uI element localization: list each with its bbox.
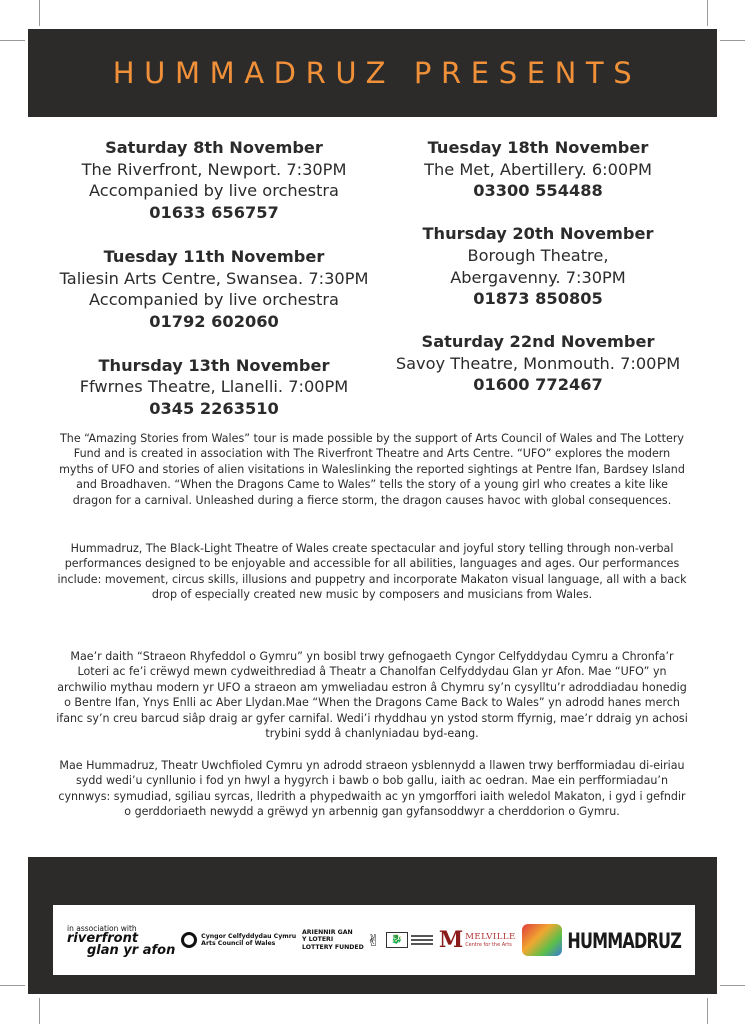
event-item [44,137,384,224]
event-item [368,223,708,310]
welsh-dragon-icon: 🐉 [386,932,408,948]
event-phone: 01792 602060 [149,311,279,331]
event-date: Tuesday 18th November [427,138,649,157]
event-phone: 01633 656757 [149,203,279,223]
crop-mark [39,998,40,1024]
event-item [44,355,384,420]
event-venue: Savoy Theatre, Monmouth. 7:00PM [395,353,681,373]
welsh-paragraph-2: Mae Hummadruz, Theatr Uwchfioled Cymru yn adrodd straeon ysblennydd a llawen trwy berfformiadau di-eiriau sydd wedi’u cynllunio i fod yn hwyl a hygyrch i bawb o bob gallu, iaith ac oedran. Mae ein perfformiadau’n cynnwys: symudiad, sgiliau syrcas, lledrith a phypedwaith ac yn ymgorffori iaith weledol Makaton, i gyd i gefndir o gerddoriaeth newydd a grëwyd yn arbennig gan gyfansoddwyr a cherddorion o Gymru. [58,759,686,819]
events-right-column [368,137,708,396]
colourful-badge-icon [522,924,562,956]
hummadruz-logo-text: HUMMADRUZ [567,927,681,953]
english-paragraph-1: The “Amazing Stories from Wales” tour is made possible by the support of Arts Council of Wales and The Lottery Fund and is created in association with The Riverfront Theatre and Arts Centre. “UFO” explores the modern myths of UFO and stories of alien visitations in Waleslinking the reported sightings at Pentre Ifan, Bardsey Island and Broadhaven. “When the Dragons Came to Wales” tells the story of a young girl who creates a kite like dragon for a carnival. Unleashed during a fierce storm, the dragon causes havoc with global consequences. [59,432,685,507]
arts-council-english: Arts Council of Wales [201,940,276,947]
riverfront-logo [67,924,175,957]
event-phone: 03300 554488 [473,181,603,201]
melville-m-icon: M [438,927,464,953]
events-left-column [44,137,384,420]
header-banner [28,29,717,117]
event-note: Accompanied by live orchestra [89,181,339,201]
event-date: Tuesday 11th November [103,246,325,266]
lottery-line-2: Y LOTERI [301,936,334,944]
arts-council-icon [181,932,197,948]
riverfront-text: riverfront [67,930,139,946]
event-venue: Taliesin Arts Centre, Swansea. 7:30PM [59,268,369,288]
arts-council-welsh: Cyngor Celfyddydau Cymru [201,932,297,940]
event-date: Saturday 8th November [105,138,323,157]
event-venue: Borough Theatre, [467,245,609,265]
event-item [44,246,384,333]
footer-banner [28,857,717,994]
event-venue: Ffwrnes Theatre, Llanelli. 7:00PM [79,377,349,397]
melville-name: MELVILLE [465,932,516,942]
event-phone: 01600 772467 [473,375,603,395]
event-date: Thursday 13th November [98,355,330,375]
event-phone: 01873 850805 [473,289,603,309]
event-note: Accompanied by live orchestra [89,290,339,310]
event-date: Saturday 22nd November [421,331,655,351]
event-date: Thursday 20th November [422,224,654,244]
crop-mark [707,998,708,1024]
event-venue: The Riverfront, Newport. 7:30PM [81,159,347,179]
melville-subtitle: Centre for the Arts [465,942,512,948]
event-item [368,331,708,396]
event-venue: Abergavenny. 7:30PM [450,267,626,287]
lottery-line-3: LOTTERY FUNDED [301,943,364,951]
crop-mark [0,985,25,986]
glan-yr-afon-text: glan yr afon [87,942,176,958]
crop-mark [39,0,40,26]
crop-mark [720,985,745,986]
english-paragraph-2: Hummadruz, The Black-Light Theatre of Wales create spectacular and joyful story telling through non-verbal performances designed to be enjoyable and accessible for all abilities, languages and ages. Our performances include: movement, circus skills, illusions and puppetry and incorporate Makaton visual language, all with a back drop of especially created new music by composers and musicians from Wales. [57,542,687,602]
melville-logo [439,927,516,953]
lottery-crossed-fingers-icon: ✌ [366,930,381,950]
lottery-logo [302,929,380,951]
crop-mark [707,0,708,26]
lottery-line-1: ARIENNIR GAN [301,928,353,936]
event-venue: The Met, Abertillery. 6:00PM [424,159,652,179]
hummadruz-logo [567,927,681,953]
event-item [368,137,708,202]
welsh-government-logo [386,932,433,948]
association-label: in association with [67,923,137,933]
crop-mark [0,40,25,41]
crop-mark [720,40,745,41]
event-phone: 0345 2263510 [149,399,279,419]
colourful-partner-logo [522,924,562,956]
page-title: HUMMADRUZ PRESENTS [112,56,642,90]
arts-council-logo [181,932,296,948]
partner-logos [53,905,695,975]
welsh-paragraph-1: Mae’r daith “Straeon Rhyfeddol o Gymru” yn bosibl trwy gefnogaeth Cyngor Celfyddydau Cymru a Chronfa’r Loteri ac fe’i crëwyd mewn cydweithrediad â Theatr a Chanolfan Celfyddydau Glan yr Afon. Mae “UFO” yn archwilio mythau modern yr UFO a straeon am ymweliadau estron â Chymru sy’n cysylltu’r adroddiadau honedig o Bentre Ifan, Ynys Enlli ac Aber Llydan.Mae “When the Dragons Came Back to Wales” yn adrodd hanes merch ifanc sy’n creu barcud siâp draig ar gyfer carnifal. Wedi’i rhyddhau yn ystod storm ffyrnig, mae’r ddraig yn achosi trybini sydd â chanlyniadau byd-eang. [56,650,688,741]
